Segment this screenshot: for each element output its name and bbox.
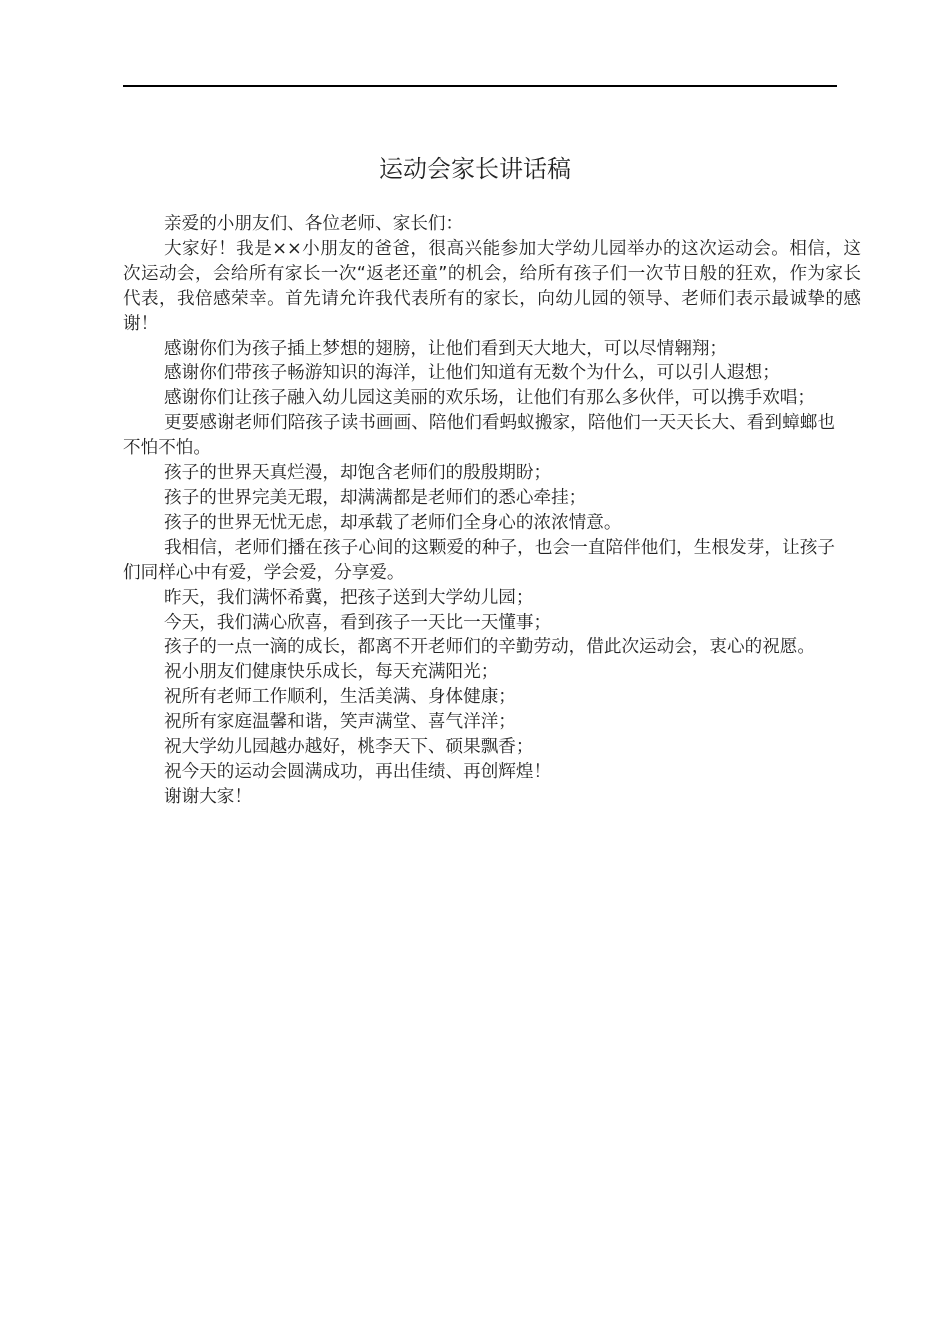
paragraph-wish-2: 祝所有老师工作顺利，生活美满、身体健康； <box>164 687 516 708</box>
paragraph-wish-1: 祝小朋友们健康快乐成长，每天充满阳光； <box>164 662 499 683</box>
paragraph-world-3: 孩子的世界无忧无虑，却承载了老师们全身心的浓浓情意。 <box>164 512 622 533</box>
paragraph-wish-5: 祝今天的运动会圆满成功，再出佳绩、再创辉煌！ <box>164 761 552 782</box>
paragraph-world-2: 孩子的世界完美无瑕，却满满都是老师们的悉心牵挂； <box>164 487 587 508</box>
paragraph-thanks-2: 感谢你们带孩子畅游知识的海洋，让他们知道有无数个为什么，可以引人遐想； <box>164 363 780 384</box>
header-rule <box>123 85 837 87</box>
paragraph-thanks-4: 更要感谢老师们陪孩子读书画画、陪他们看蚂蚁搬家，陪他们一天天长大、看到蟑螂也不怕不怕。 <box>123 413 835 459</box>
paragraph-opening: 大家好！我是××小朋友的爸爸，很高兴能参加大学幼儿园举办的这次运动会。相信，这次运动会，会给所有家长一次“返老还童”的机会，给所有孩子们一次节日般的狂欢，作为家长代表，我倍感荣幸。首先请允许我代表所有的家长，向幼儿园的领导、老师们表示最诚挚的感谢！ <box>123 238 861 334</box>
paragraph-greeting: 亲爱的小朋友们、各位老师、家长们： <box>164 214 464 234</box>
paragraph-wish-4: 祝大学幼儿园越办越好，桃李天下、硕果飘香； <box>164 737 534 758</box>
paragraph-yesterday: 昨天，我们满怀希冀，把孩子送到大学幼儿园； <box>164 587 534 608</box>
paragraph-belief: 我相信，老师们播在孩子心间的这颗爱的种子，也会一直陪伴他们，生根发芽，让孩子们同样心中有爱，学会爱，分享爱。 <box>123 537 835 583</box>
paragraph-wish-3: 祝所有家庭温馨和谐，笑声满堂、喜气洋洋； <box>164 712 516 733</box>
paragraph-today: 今天，我们满心欣喜，看到孩子一天比一天懂事； <box>164 612 552 633</box>
paragraph-closing: 谢谢大家！ <box>164 786 252 807</box>
document-body <box>123 212 861 810</box>
paragraph-world-1: 孩子的世界天真烂漫，却饱含老师们的殷殷期盼； <box>164 463 552 484</box>
paragraph-growth: 孩子的一点一滴的成长，都离不开老师们的辛勤劳动，借此次运动会，衷心的祝愿。 <box>164 637 815 658</box>
document-title: 运动会家长讲话稿 <box>379 155 571 183</box>
paragraph-thanks-3: 感谢你们让孩子融入幼儿园这美丽的欢乐场，让他们有那么多伙伴，可以携手欢唱； <box>164 388 815 409</box>
paragraph-thanks-1: 感谢你们为孩子插上梦想的翅膀，让他们看到天大地大，可以尽情翱翔； <box>164 338 728 359</box>
